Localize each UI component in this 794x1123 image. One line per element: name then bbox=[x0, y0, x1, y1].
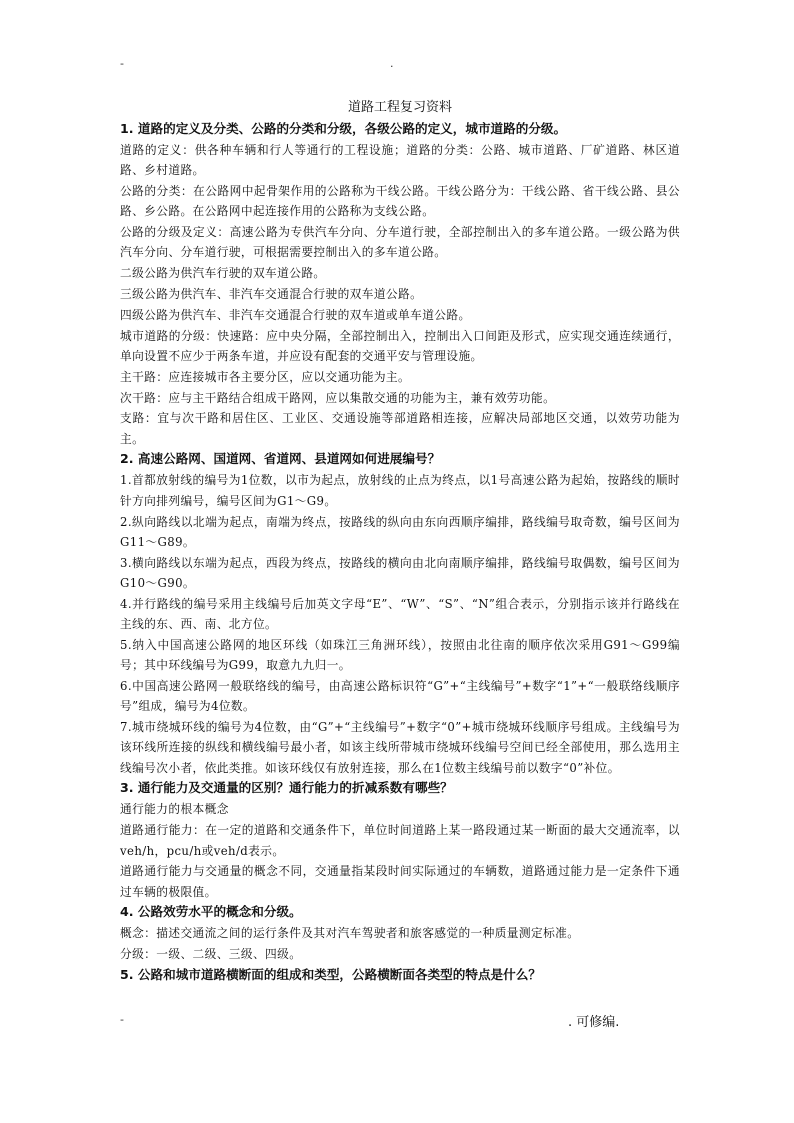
section-heading: 3. 通行能力及交通量的区别？通行能力的折减系数有哪些？ bbox=[120, 780, 453, 796]
section-heading: 1. 道路的定义及分类、公路的分类和分级，各级公路的定义，城市道路的分级。 bbox=[120, 121, 567, 136]
section-heading: 2. 高速公路网、国道网、省道网、县道网如何进展编号？ bbox=[120, 451, 441, 467]
paragraph: 主干路：应连接城市各主要分区，应以交通功能为主。 bbox=[120, 369, 411, 384]
document-title: 道路工程复习资料 bbox=[347, 100, 452, 115]
paragraph: 道路的定义：供各种车辆和行人等通行的工程设施；道路的分类：公路、城市道路、厂矿道路、林区道路、乡村道路。 bbox=[120, 143, 680, 178]
document-body bbox=[120, 96, 680, 986]
paragraph: 2.纵向路线以北端为起点，南端为终点，按路线的纵向由东向西顺序编排，路线编号取奇数，编号区间为G11～G89。 bbox=[120, 514, 680, 549]
paragraph: 公路的分级及定义：高速公路为专供汽车分向、分车道行驶，全部控制出入的多车道公路。一级公路为供汽车分向、分车道行驶，可根据需要控制出入的多车道公路。 bbox=[120, 225, 680, 260]
paragraph: 道路通行能力与交通量的概念不同，交通量指某段时间实际通过的车辆数，道路通过能力是一定条件下通过车辆的极限值。 bbox=[120, 864, 680, 899]
paragraph: 7.城市绕城环线的编号为4位数，由“G”+“主线编号”+数字“0”+城市绕城环线顺序号组成。主线编号为该环线所连接的纵线和横线编号最小者，如该主线所带城市绕城环线编号空间已经全部使用，那么选用主线编号次小者，依此类推。如该环线仅有放射连接，那么在1位数主线编号前以数字“0”补位。 bbox=[120, 720, 680, 775]
paragraph: 通行能力的根本概念 bbox=[120, 802, 229, 817]
section-heading: 4. 公路效劳水平的概念和分级。 bbox=[120, 904, 302, 920]
paragraph: 道路通行能力：在一定的道路和交通条件下，单位时间道路上某一路段通过某一断面的最大交通流率，以veh/h，pcu/h或veh/d表示。 bbox=[120, 823, 680, 858]
paragraph: 5.纳入中国高速公路网的地区环线（如珠江三角洲环线），按照由北往南的顺序依次采用G91～G99编号；其中环线编号为G99，取意九九归一。 bbox=[120, 637, 680, 673]
header-left-mark: - bbox=[120, 57, 124, 70]
paragraph: 三级公路为供汽车、非汽车交通混合行驶的双车道公路。 bbox=[120, 287, 423, 302]
paragraph: 分级：一级、二级、三级、四级。 bbox=[120, 947, 302, 962]
paragraph: 支路：宜与次干路和居住区、工业区、交通设施等部道路相连接，应解决局部地区交通，以效劳功能为主。 bbox=[120, 411, 680, 446]
sections-container bbox=[120, 119, 680, 984]
section-heading: 5. 公路和城市道路横断面的组成和类型，公路横断面各类型的特点是什么？ bbox=[120, 966, 541, 982]
paragraph: 城市道路的分级：快速路：应中央分隔，全部控制出入，控制出入口间距及形式，应实现交通连续通行，单向设置不应少于两条车道，并应设有配套的交通平安与管理设施。 bbox=[120, 328, 680, 363]
paragraph: 二级公路为供汽车行驶的双车道公路。 bbox=[120, 266, 326, 281]
paragraph: 6.中国高速公路网一般联络线的编号，由高速公路标识符“G”+“主线编号”+数字“1”+“一般联络线顺序号”组成，编号为4位数。 bbox=[120, 678, 680, 714]
paragraph: 次干路：应与主干路结合组成干路网，应以集散交通的功能为主，兼有效劳功能。 bbox=[120, 390, 556, 405]
footer-editable-note: . 可修编. bbox=[568, 1015, 620, 1030]
footer-left-mark: - bbox=[120, 1013, 124, 1026]
paragraph: 公路的分类：在公路网中起骨架作用的公路称为干线公路。干线公路分为：干线公路、省干线公路、县公路、乡公路。在公路网中起连接作用的公路称为支线公路。 bbox=[120, 184, 680, 219]
paragraph: 概念：描述交通流之间的运行条件及其对汽车驾驶者和旅客感觉的一种质量测定标准。 bbox=[120, 926, 580, 941]
paragraph: 4.并行路线的编号采用主线编号后加英文字母“E”、“W”、“S”、“N”组合表示，分别指示该并行路线在主线的东、西、南、北方位。 bbox=[120, 596, 680, 632]
paragraph: 四级公路为供汽车、非汽车交通混合行驶的双车道或单车道公路。 bbox=[120, 307, 471, 322]
paragraph: 3.横向路线以东端为起点，西段为终点，按路线的横向由北向南顺序编排，路线编号取偶数，编号区间为G10～G90。 bbox=[120, 555, 680, 590]
paragraph: 1.首都放射线的编号为1位数，以市为起点，放射线的止点为终点，以1号高速公路为起始，按路线的顺时针方向排列编号，编号区间为G1～G9。 bbox=[120, 473, 680, 508]
header-center-mark: . bbox=[390, 57, 394, 70]
